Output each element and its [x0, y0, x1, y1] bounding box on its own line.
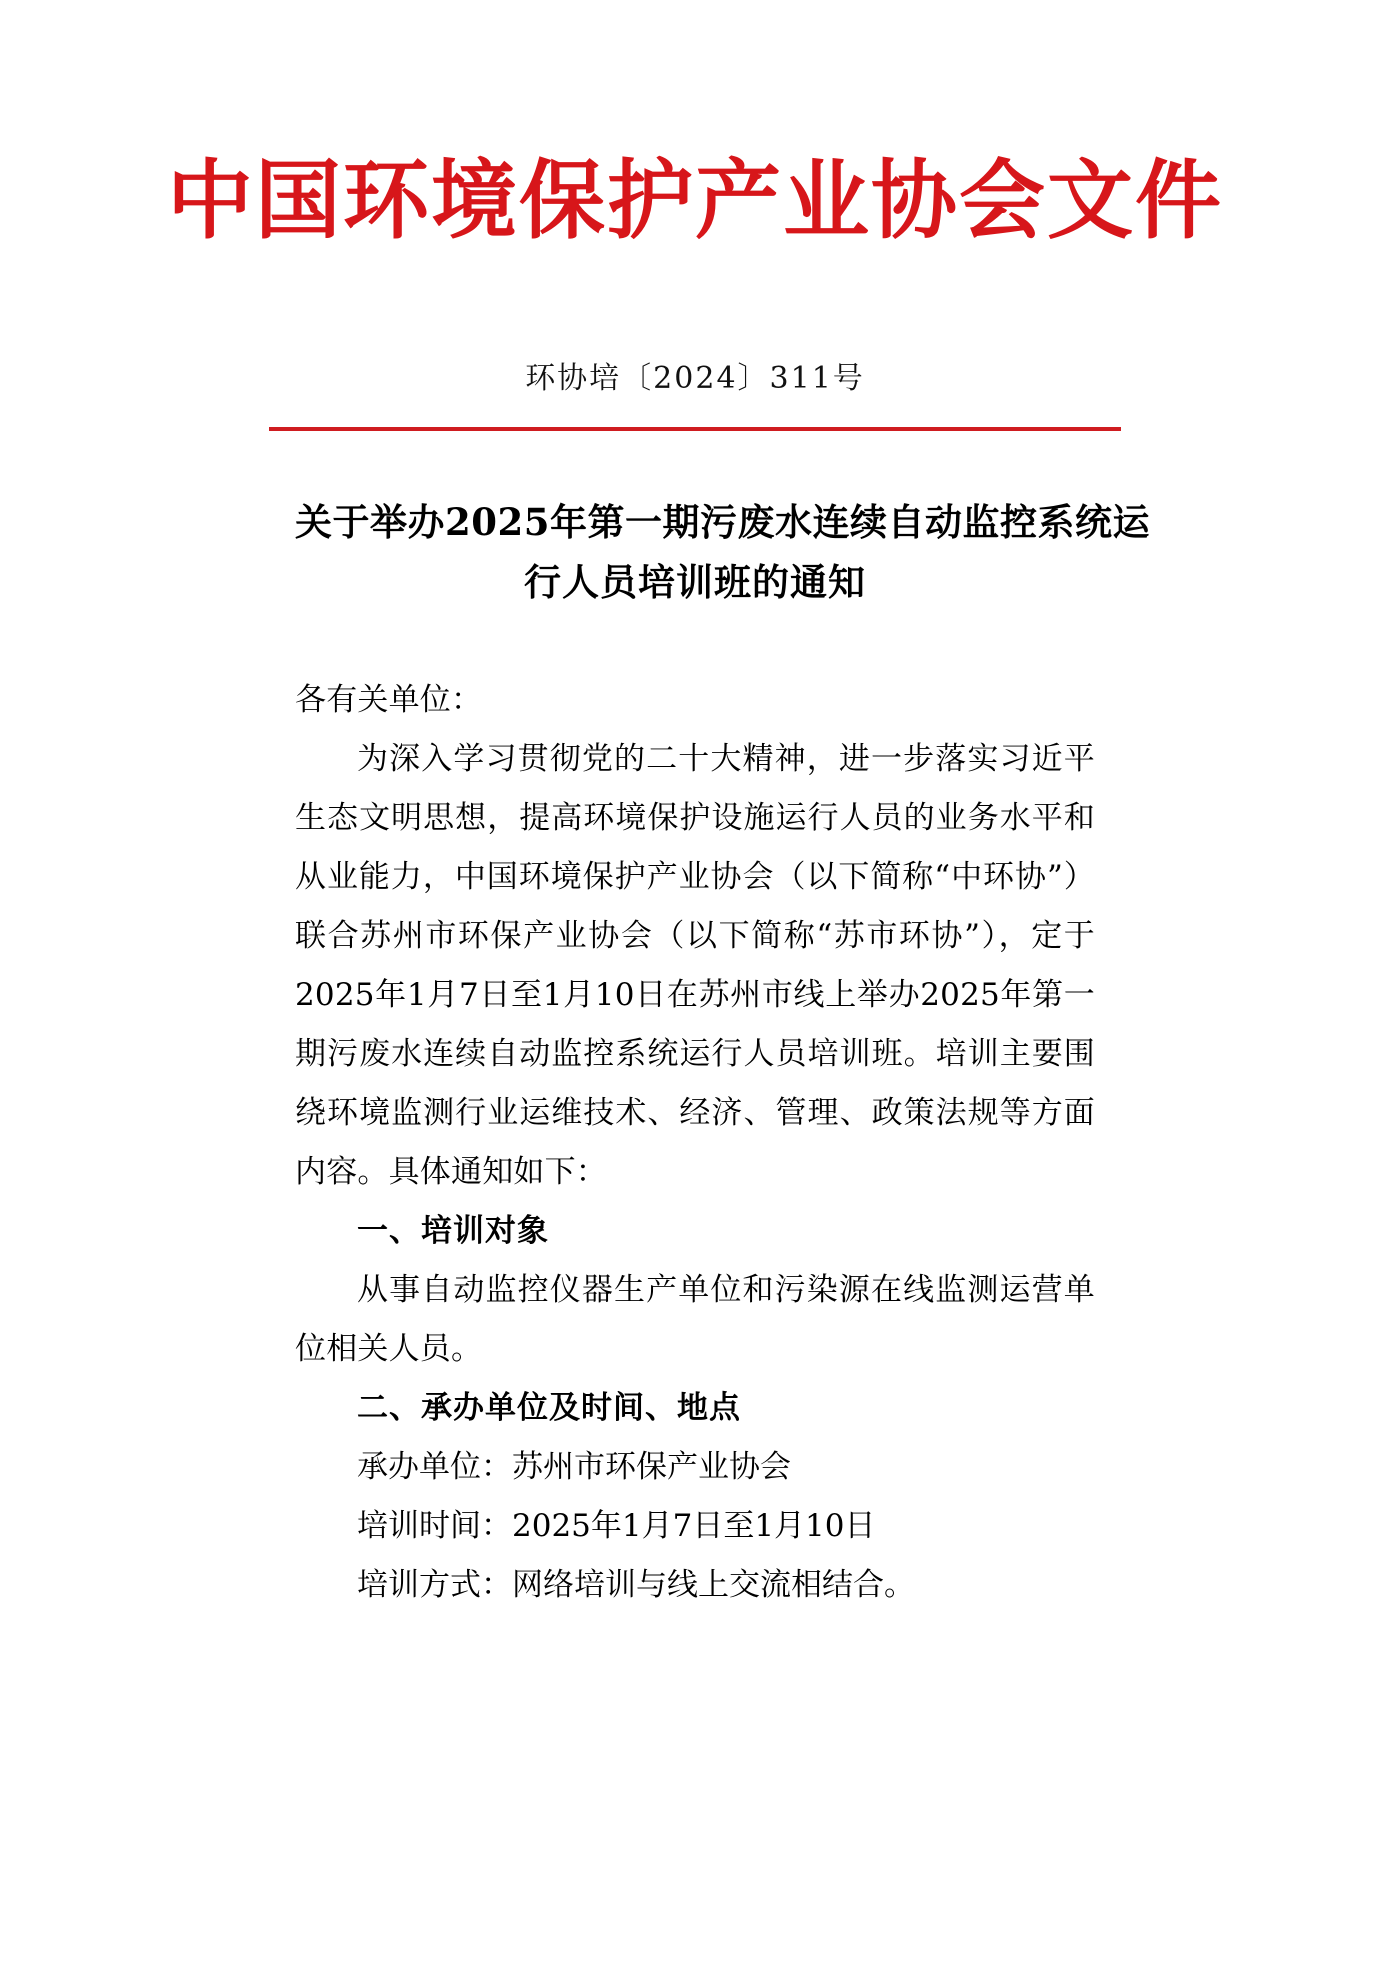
letterhead-title: 中国环境保护产业协会文件 [167, 150, 1223, 251]
page-title [295, 493, 1150, 613]
section-2-detail-training-time: 培训时间：2025年1月7日至1月10日 [357, 1507, 876, 1544]
document-number: 环协培〔2024〕311号 [525, 360, 865, 396]
red-separator-rule [269, 427, 1121, 431]
intro-paragraph: 为深入学习贯彻党的二十大精神，进一步落实习近平生态文明思想，提高环境保护设施运行人员的业务水平和从业能力，中国环境保护产业协会（以下简称“中环协”）联合苏州市环保产业协会（以下简称“苏市环协”），定于2025年1月7日至1月10日在苏州市线上举办2025年第一期污废水连续自动监控系统运行人员培训班。培训主要围绕环境监测行业运维技术、经济、管理、政策法规等方面内容。具体通知如下： [295, 740, 1095, 1190]
salutation: 各有关单位： [295, 681, 483, 718]
letterhead [0, 0, 1390, 251]
page-title-line-1: 关于举办2025年第一期污废水连续自动监控系统运 [295, 499, 1150, 544]
section-2-detail-host-organizer: 承办单位：苏州市环保产业协会 [357, 1448, 791, 1485]
page-title-line-2: 行人员培训班的通知 [524, 559, 866, 604]
document-number-row [0, 353, 1390, 397]
section-1-paragraph: 从事自动监控仪器生产单位和污染源在线监测运营单位相关人员。 [295, 1271, 1095, 1367]
section-2-detail-training-mode: 培训方式：网络培训与线上交流相结合。 [357, 1566, 915, 1603]
section-heading-1: 一、培训对象 [357, 1212, 549, 1249]
section-heading-2: 二、承办单位及时间、地点 [357, 1389, 741, 1426]
document-body [295, 613, 1095, 1615]
